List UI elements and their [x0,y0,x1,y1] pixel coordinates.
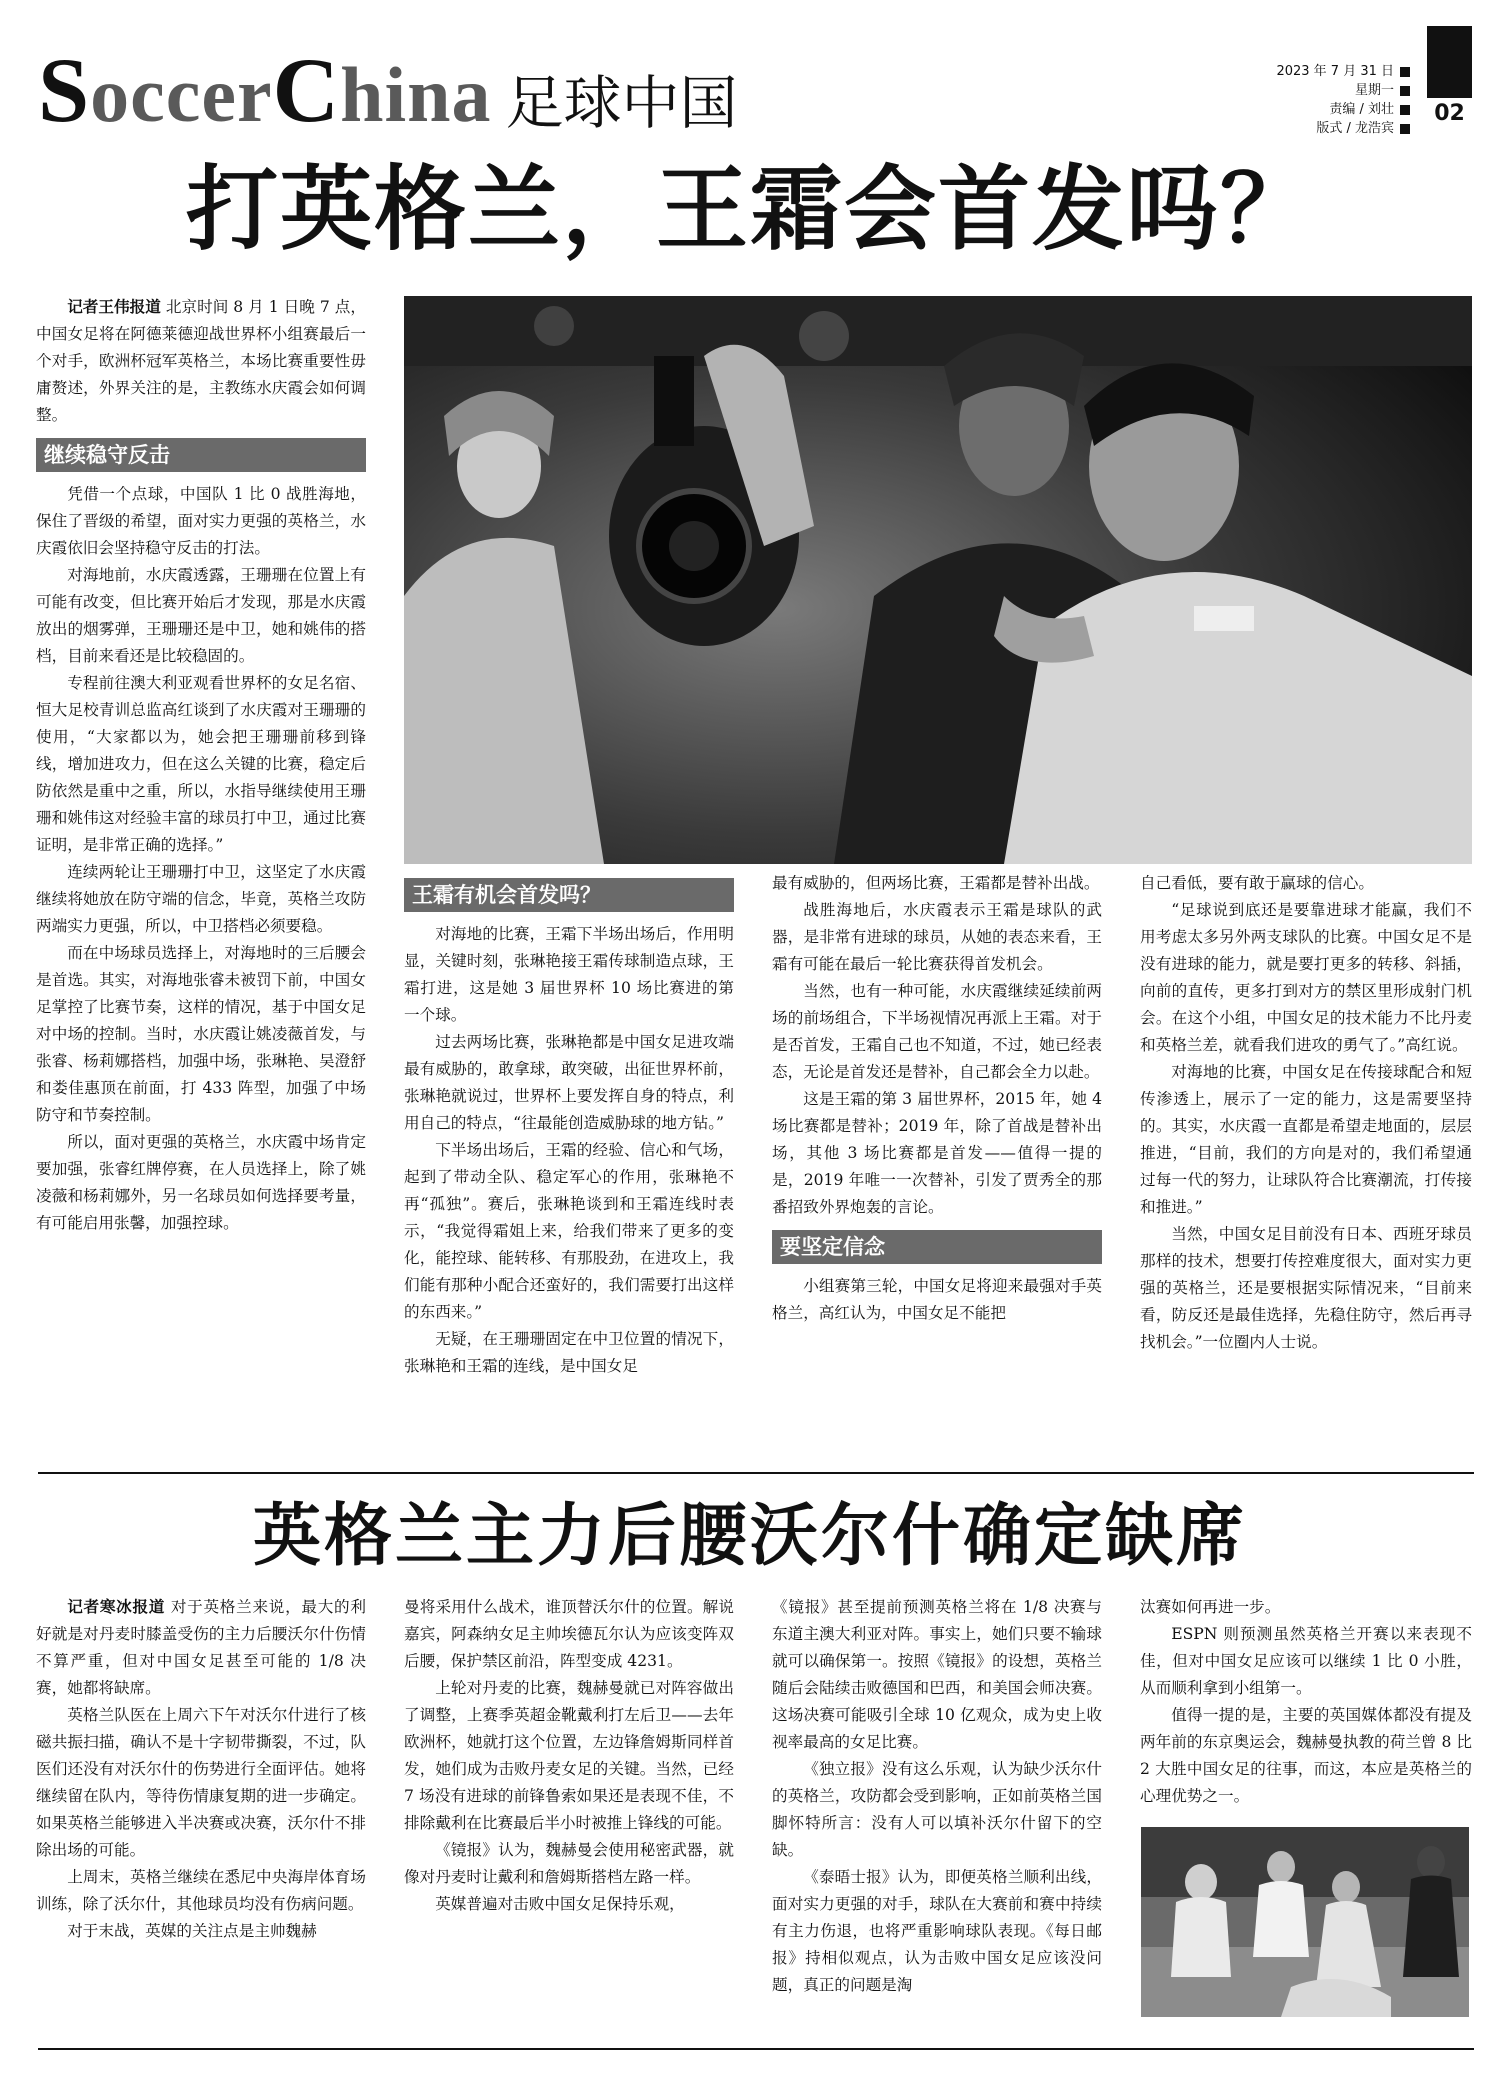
article2-intro: 对于英格兰来说，最大的利好就是对丹麦时膝盖受伤的主力后腰沃尔什伤情不算严重，但对中国女足甚至可能的 1/8 决赛，她都将缺席。 [36,1598,366,1697]
article1-column-4 [1140,870,1472,1356]
paragraph: 《镜报》认为，魏赫曼会使用秘密武器，就像对丹麦时让戴利和詹姆斯搭档左路一样。 [404,1841,734,1886]
masthead-logo [38,36,738,141]
article1-column-1 [36,294,366,1237]
article2-headline: 英格兰主力后腰沃尔什确定缺席 [252,1497,1247,1576]
page-number: 02 [1434,101,1465,126]
paragraph: 对于末战，英媒的关注点是主帅魏赫 [67,1922,317,1940]
page-number-box [1427,98,1472,130]
paragraph: 曼将采用什么战术，谁顶替沃尔什的位置。解说嘉宾，阿森纳女足主帅埃德瓦尔认为应该变阵双后腰，保护禁区前沿，阵型变成 4231。 [404,1598,734,1670]
logo-english: SoccerChina [38,39,492,141]
issue-editor: 责编 / 刘壮 [1276,100,1410,119]
subheading-2: 王霜有机会首发吗？ [404,878,734,912]
paragraph: 值得一提的是，主要的英国媒体都没有提及两年前的东京奥运会，魏赫曼执教的荷兰曾 8 比 2 大胜中国女足的往事，而这，本应是英格兰的心理优势之一。 [1140,1706,1472,1805]
paragraph: 上轮对丹麦的比赛，魏赫曼就已对阵容做出了调整，上赛季英超金靴戴利打左后卫——去年欧洲杯，她就打这个位置，左边锋詹姆斯同样首发，她们成为击败丹麦女足的关键。当然，已经 7 场没有进球的前锋鲁索如果还是表现不佳，不排除戴利在比赛最后半小时被推上锋线的可能。 [404,1679,734,1832]
article2-column-2 [404,1594,734,1918]
paragraph: “足球说到底还是要靠进球才能赢，我们不用考虑太多另外两支球队的比赛。中国女足不是没有进球的能力，就是要打更多的转移、斜插，向前的直传，更多打到对方的禁区里形成射门机会。在这个小组，中国女足的技术能力不比丹麦和英格兰差，就看我们进攻的勇气了。”高红说。 [1140,901,1472,1054]
article1-byline: 记者王伟报道 [67,298,161,316]
issue-layout: 版式 / 龙浩宾 [1276,119,1410,138]
article2-photo [1141,1827,1469,2017]
paragraph: 所以，面对更强的英格兰，水庆霞中场肯定要加强，张睿红牌停赛，在人员选择上，除了姚凌薇和杨莉娜外，另一名球员如何选择要考量，有可能启用张馨，加强控球。 [36,1133,366,1232]
paragraph: 无疑，在王珊珊固定在中卫位置的情况下，张琳艳和王霜的连线，是中国女足 [404,1330,734,1375]
paragraph: 小组赛第三轮，中国女足将迎来最强对手英格兰，高红认为，中国女足不能把 [772,1277,1102,1322]
paragraph: ESPN 则预测虽然英格兰开赛以来表现不佳，但对中国女足应该可以继续 1 比 0 小胜，从而顺利拿到小组第一。 [1140,1625,1472,1697]
paragraph: 《泰晤士报》认为，即便英格兰顺利出线，面对实力更强的对手，球队在大赛前和赛中持续有主力伤退，也将严重影响球队表现。《每日邮报》持相似观点，认为击败中国女足应该没问题，真正的问题是淘 [772,1868,1102,1994]
paragraph: 对海地的比赛，中国女足在传接球配合和短传渗透上，展示了一定的能力，这是需要坚持的。其实，水庆霞一直都是希望走地面的，层层推进，“目前，我们的方向是对的，我们希望通过每一代的努力，让球队符合比赛潮流，打传接和推进。” [1140,1063,1472,1216]
section-divider [38,1472,1474,1474]
article1-photo [404,296,1472,864]
article2-column-1 [36,1594,366,1945]
subheading-1: 继续稳守反击 [36,438,366,472]
article2-byline: 记者寒冰报道 [67,1598,166,1616]
paragraph: 下半场出场后，王霜的经验、信心和气场，起到了带动全队、稳定军心的作用，张琳艳不再“孤独”。赛后，张琳艳谈到和王霜连线时表示，“我觉得霜姐上来，给我们带来了更多的变化，能控球、能转移、有那股劲，在进攻上，我们能有那种小配合还蛮好的，我们需要打出这样的东西来。” [404,1141,734,1321]
paragraph: 自己看低，要有敢于赢球的信心。 [1140,874,1374,892]
paragraph: 专程前往澳大利亚观看世界杯的女足名宿、恒大足校青训总监高红谈到了水庆霞对王珊珊的使用，“大家都以为，她会把王珊珊前移到锋线，增加进攻力，但在这么关键的比赛，稳定后防依然是重中之重，所以，水指导继续使用王珊珊和姚伟这对经验丰富的球员打中卫，通过比赛证明，是非常正确的选择。” [36,674,366,854]
paragraph: 而在中场球员选择上，对海地时的三后腰会是首选。其实，对海地张睿未被罚下前，中国女足掌控了比赛节奏，这样的情况，基于中国女足对中场的控制。当时，水庆霞让姚凌薇首发，与张睿、杨莉娜搭档，加强中场，张琳艳、吴澄舒和娄佳惠顶在前面，打 433 阵型，加强了中场防守和节奏控制。 [36,944,366,1124]
paragraph: 《镜报》甚至提前预测英格兰将在 1/8 决赛与东道主澳大利亚对阵。事实上，她们只要不输球就可以确保第一。按照《镜报》的设想，英格兰随后会陆续击败德国和巴西，和美国会师决赛。这场决赛可能吸引全球 10 亿观众，成为史上收视率最高的女足比赛。 [772,1598,1102,1751]
paragraph: 《独立报》没有这么乐观，认为缺少沃尔什的英格兰，攻防都会受到影响，正如前英格兰国脚怀特所言：没有人可以填补沃尔什留下的空缺。 [772,1760,1102,1859]
paragraph: 汰赛如何再进一步。 [1140,1598,1281,1616]
paragraph: 英媒普遍对击败中国女足保持乐观， [435,1895,685,1913]
paragraph: 上周末，英格兰继续在悉尼中央海岸体育场训练，除了沃尔什，其他球员均没有伤病问题。 [36,1868,366,1913]
article1-column-3 [772,870,1102,1327]
article1-headline: 打英格兰，王霜会首发吗？ [185,156,1314,263]
issue-date: 2023 年 7 月 31 日 [1276,62,1410,81]
paragraph: 战胜海地后，水庆霞表示王霜是球队的武器，是非常有进球的球员，从她的表态来看，王霜有可能在最后一轮比赛获得首发机会。 [772,901,1102,973]
paragraph: 英格兰队医在上周六下午对沃尔什进行了核磁共振扫描，确认不是十字韧带撕裂，不过，队医们还没有对沃尔什的伤势进行全面评估。她将继续留在队内，等待伤情康复期的进一步确定。如果英格兰能够进入半决赛或决赛，沃尔什不排除出场的可能。 [36,1706,366,1859]
paragraph: 对海地的比赛，王霜下半场出场后，作用明显，关键时刻，张琳艳接王霜传球制造点球，王霜打进，这是她 3 届世界杯 10 场比赛进的第一个球。 [404,925,734,1024]
paragraph: 凭借一个点球，中国队 1 比 0 战胜海地，保住了晋级的希望，面对实力更强的英格兰，水庆霞依旧会坚持稳守反击的打法。 [36,485,366,557]
paragraph: 连续两轮让王珊珊打中卫，这坚定了水庆霞继续将她放在防守端的信念，毕竟，英格兰攻防两端实力更强，所以，中卫搭档必须要稳。 [36,863,366,935]
subheading-3: 要坚定信念 [772,1230,1102,1264]
issue-info [1276,62,1410,138]
paragraph: 最有威胁的，但两场比赛，王霜都是替补出战。 [772,874,1100,892]
article2-column-3 [772,1594,1102,1999]
paragraph: 对海地前，水庆霞透露，王珊珊在位置上有可能有改变，但比赛开始后才发现，那是水庆霞放出的烟雾弹，王珊珊还是中卫，她和姚伟的搭档，目前来看还是比较稳固的。 [36,566,366,665]
logo-chinese: 足球中国 [505,69,738,138]
paragraph: 当然，中国女足目前没有日本、西班牙球员那样的技术，想要打传控难度很大，面对实力更强的英格兰，还是要根据实际情况来，“目前来看，防反还是最佳选择，先稳住防守，然后再寻找机会。”一位圈内人士说。 [1140,1225,1472,1351]
paragraph: 当然，也有一种可能，水庆霞继续延续前两场的前场组合，下半场视情况再派上王霜。对于是否首发，王霜自己也不知道，不过，她已经表态，无论是首发还是替补，自己都会全力以赴。 [772,982,1102,1081]
photo-england-players [1141,1827,1469,2017]
bottom-rule [38,2048,1474,2050]
article1-column-2 [404,870,734,1380]
article1-lead [36,294,366,429]
paragraph: 过去两场比赛，张琳艳都是中国女足进攻端最有威胁的，敢拿球，敢突破，出征世界杯前，张琳艳就说过，世界杯上要发挥自身的特点，利用自己的特点，“往最能创造威胁球的地方钻。” [404,1033,734,1132]
photo-player-applauding [404,296,1472,864]
article2-lead [36,1594,366,1702]
article1-intro: 北京时间 8 月 1 日晚 7 点，中国女足将在阿德莱德迎战世界杯小组赛最后一个对手，欧洲杯冠军英格兰，本场比赛重要性毋庸赘述，外界关注的是，主教练水庆霞会如何调整。 [36,298,366,424]
paragraph: 这是王霜的第 3 届世界杯，2015 年，她 4 场比赛都是替补；2019 年，除了首战是替补出场，其他 3 场比赛都是首发——值得一提的是，2019 年唯一一次替补，引发了贾秀全的那番招致外界炮轰的言论。 [772,1090,1102,1216]
issue-weekday: 星期一 [1276,81,1410,100]
article2-column-4 [1140,1594,1472,1810]
